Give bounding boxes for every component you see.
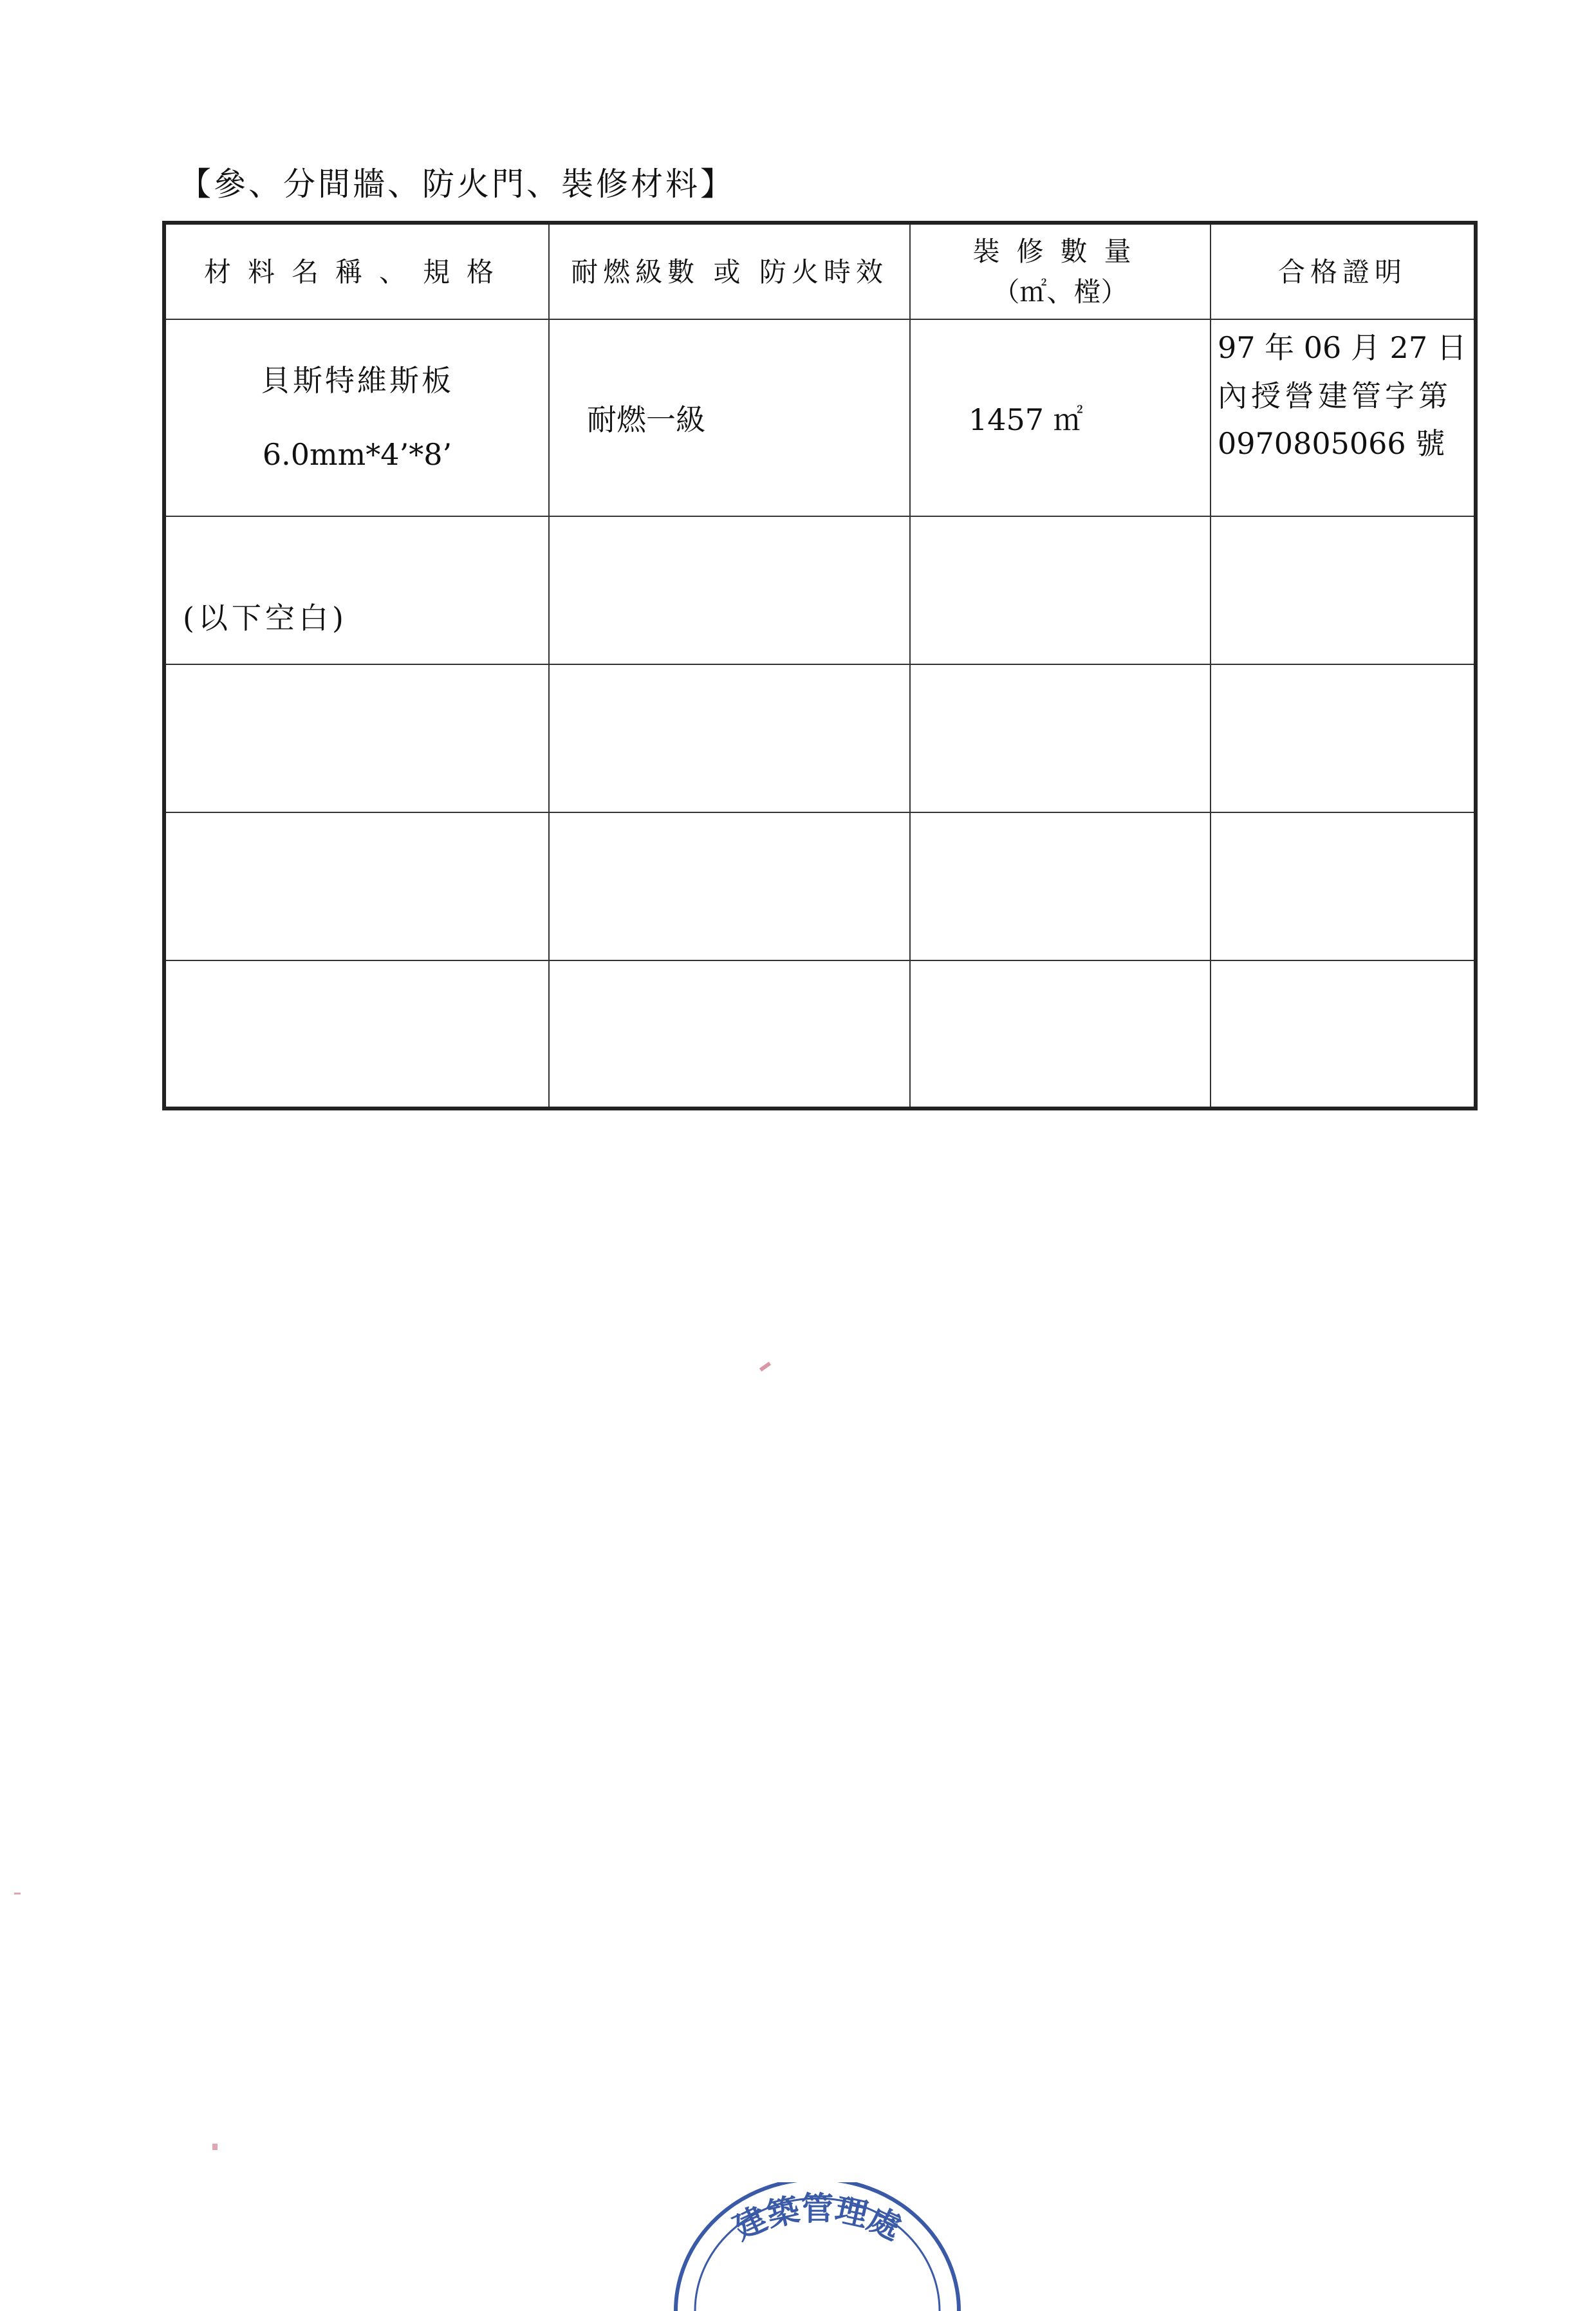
material-spec: 6.0mm*4’*8’	[262, 437, 452, 472]
certificate-cell	[1211, 960, 1476, 1109]
header-quantity-unit: （㎡、樘）	[992, 276, 1128, 308]
certificate-cell	[1211, 812, 1476, 960]
header-material: 材料名稱、規格	[164, 223, 549, 319]
material-cell	[164, 664, 549, 812]
material-name: 貝斯特維斯板	[261, 363, 454, 398]
cert-office: 內授營建管字第	[1218, 378, 1452, 413]
material-cell	[164, 812, 549, 960]
red-ink-mark	[759, 1361, 771, 1371]
table-row	[164, 960, 1476, 1109]
table-row	[164, 812, 1476, 960]
material-cell	[164, 319, 549, 516]
header-row	[164, 223, 1476, 319]
quantity-cell	[910, 812, 1211, 960]
certificate-cell	[1211, 319, 1476, 516]
official-seal-stamp	[669, 2182, 965, 2311]
rating-cell	[549, 812, 910, 960]
rating-cell	[549, 516, 910, 664]
header-quantity	[910, 223, 1211, 319]
certificate-cell	[1211, 664, 1476, 812]
quantity-cell	[910, 960, 1211, 1109]
table-row	[164, 516, 1476, 664]
rating-cell	[549, 960, 910, 1109]
header-quantity-label: 裝修數量	[972, 236, 1148, 267]
material-cell	[164, 960, 549, 1109]
header-certificate: 合格證明	[1211, 223, 1476, 319]
quantity-cell	[910, 516, 1211, 664]
rating-cell	[549, 664, 910, 812]
cert-number: 0970805066 號	[1218, 426, 1445, 462]
material-cell: (以下空白)	[164, 516, 549, 664]
table-row	[164, 319, 1476, 516]
red-ink-mark	[212, 2144, 218, 2150]
section-heading: 【參、分間牆、防火門、裝修材料】	[179, 165, 735, 203]
red-ink-mark	[14, 1893, 21, 1895]
certificate-cell	[1211, 516, 1476, 664]
materials-table	[162, 221, 1478, 1110]
quantity-cell	[910, 664, 1211, 812]
rating-cell: 耐燃一級	[549, 319, 910, 516]
cert-date: 97 年 06 月 27 日	[1218, 330, 1467, 365]
table-row	[164, 664, 1476, 812]
header-rating: 耐燃級數 或 防火時效	[549, 223, 910, 319]
svg-text:建築管理處: 建築管理處	[727, 2189, 907, 2247]
quantity-cell: 1457 ㎡	[910, 319, 1211, 516]
